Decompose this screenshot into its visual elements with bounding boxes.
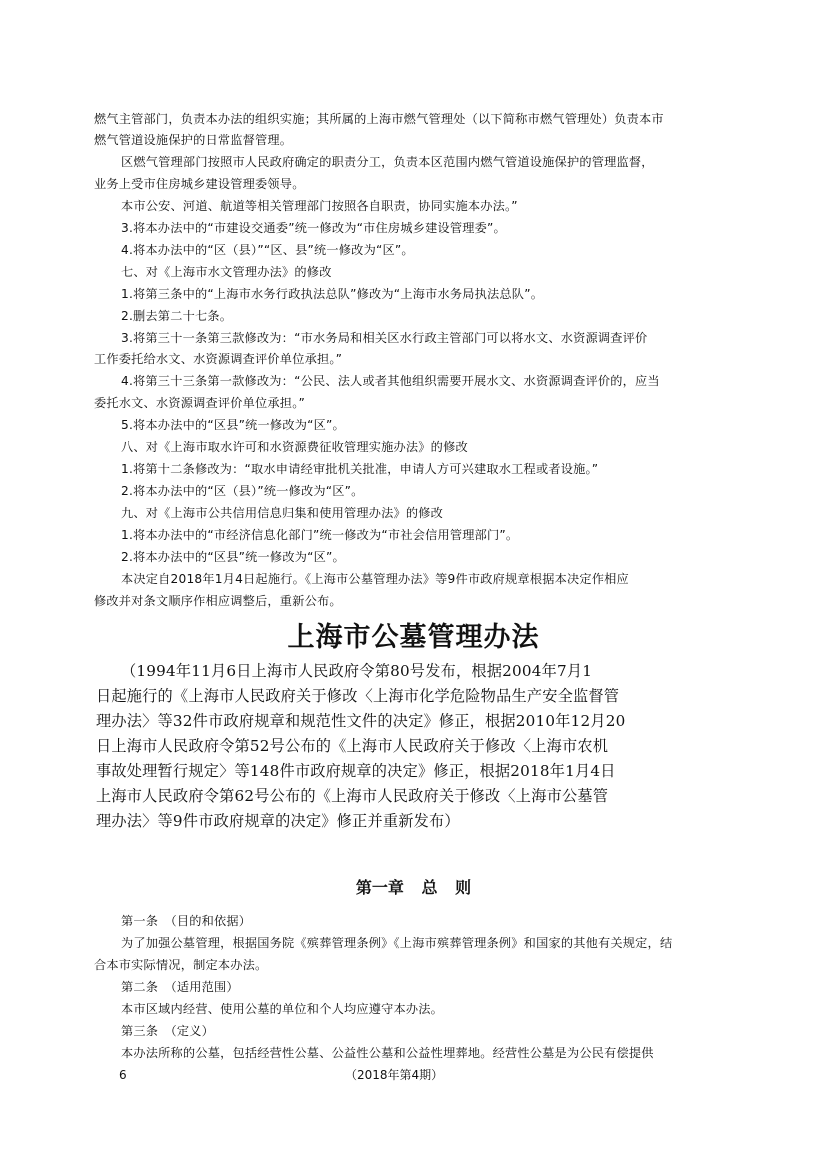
paragraph-line: 2.删去第二十七条。 bbox=[121, 309, 233, 323]
citation-line: 上海市人民政府令第62号公布的《上海市人民政府关于修改〈上海市公墓管 bbox=[96, 787, 609, 805]
article-text: 为了加强公墓管理，根据国务院《殡葬管理条例》《上海市殡葬管理条例》和国家的其他有关规定，结 bbox=[121, 936, 673, 950]
issue-label: （2018年第4期） bbox=[345, 1068, 444, 1082]
paragraph-line: 5.将本办法中的“区县”统一修改为“区”。 bbox=[121, 418, 345, 432]
paragraph-line: 4.将第三十三条第一款修改为：“公民、法人或者其他组织需要开展水文、水资源调查评价的，应当 bbox=[121, 374, 660, 388]
citation-line: 理办法〉等9件市政府规章的决定》修正并重新发布） bbox=[96, 812, 460, 830]
paragraph-line: 工作委托给水文、水资源调查评价单位承担。” bbox=[94, 352, 343, 366]
citation-line: 日上海市人民政府令第52号公布的《上海市人民政府关于修改〈上海市农机 bbox=[96, 737, 609, 755]
article-heading: 第一条 （目的和依据） bbox=[121, 914, 252, 928]
paragraph-line: 燃气主管部门，负责本办法的组织实施；其所属的上海市燃气管理处（以下简称市燃气管理处）负责本市 bbox=[94, 112, 664, 126]
paragraph-line: 1.将第十二条修改为：“取水申请经审批机关批准，申请人方可兴建取水工程或者设施。” bbox=[121, 462, 599, 476]
page-number: 6 bbox=[119, 1068, 127, 1082]
chapter-title: 第一章 总 则 bbox=[355, 878, 472, 897]
paragraph-line: 1.将本办法中的“市经济信息化部门”统一修改为“市社会信用管理部门”。 bbox=[121, 528, 519, 542]
paragraph-line: 4.将本办法中的“区（县）”“区、县”统一修改为“区”。 bbox=[121, 243, 414, 257]
section-heading: 九、对《上海市公共信用信息归集和使用管理办法》的修改 bbox=[121, 506, 444, 520]
paragraph-line: 2.将本办法中的“区（县）”统一修改为“区”。 bbox=[121, 484, 364, 498]
citation-line: 日起施行的《上海市人民政府关于修改〈上海市化学危险物品生产安全监督管 bbox=[96, 687, 620, 705]
paragraph-line: 2.将本办法中的“区县”统一修改为“区”。 bbox=[121, 550, 345, 564]
paragraph-line: 3.将第三十一条第三款修改为：“市水务局和相关区水行政主管部门可以将水文、水资源调查评价 bbox=[121, 331, 648, 345]
paragraph-line: 委托水文、水资源调查评价单位承担。” bbox=[94, 396, 306, 410]
section-heading: 七、对《上海市水文管理办法》的修改 bbox=[121, 265, 332, 279]
article-heading: 第二条 （适用范围） bbox=[121, 980, 239, 994]
citation-line: （1994年11月6日上海市人民政府令第80号发布，根据2004年7月1 bbox=[121, 662, 593, 680]
paragraph-line: 1.将第三条中的“上海市水务行政执法总队”修改为“上海市水务局执法总队”。 bbox=[121, 287, 544, 301]
paragraph-line: 燃气管道设施保护的日常监督管理。 bbox=[94, 133, 293, 147]
paragraph-line: 3.将本办法中的“市建设交通委”统一修改为“市住房城乡建设管理委”。 bbox=[121, 221, 506, 235]
citation-line: 事故处理暂行规定〉等148件市政府规章的决定》修正，根据2018年1月4日 bbox=[96, 762, 616, 780]
section-heading: 八、对《上海市取水许可和水资源费征收管理实施办法》的修改 bbox=[121, 440, 468, 454]
paragraph-line: 本决定自2018年1月4日起施行。《上海市公墓管理办法》等9件市政府规章根据本决定作相应 bbox=[121, 572, 629, 586]
paragraph-line: 区燃气管理部门按照市人民政府确定的职责分工，负责本区范围内燃气管道设施保护的管理监督， bbox=[121, 155, 654, 169]
article-text: 本市区域内经营、使用公墓的单位和个人均应遵守本办法。 bbox=[121, 1002, 444, 1016]
document-title: 上海市公墓管理办法 bbox=[287, 622, 540, 653]
paragraph-line: 修改并对条文顺序作相应调整后，重新公布。 bbox=[94, 594, 342, 608]
paragraph-line: 业务上受市住房城乡建设管理委领导。 bbox=[94, 177, 305, 191]
article-text: 合本市实际情况，制定本办法。 bbox=[94, 958, 268, 972]
article-heading: 第三条 （定义） bbox=[121, 1024, 214, 1038]
article-text: 本办法所称的公墓，包括经营性公墓、公益性公墓和公益性埋葬地。经营性公墓是为公民有偿提供 bbox=[121, 1046, 654, 1060]
citation-line: 理办法〉等32件市政府规章和规范性文件的决定》修正，根据2010年12月20 bbox=[96, 712, 626, 730]
paragraph-line: 本市公安、河道、航道等相关管理部门按照各自职责，协同实施本办法。” bbox=[121, 199, 518, 213]
